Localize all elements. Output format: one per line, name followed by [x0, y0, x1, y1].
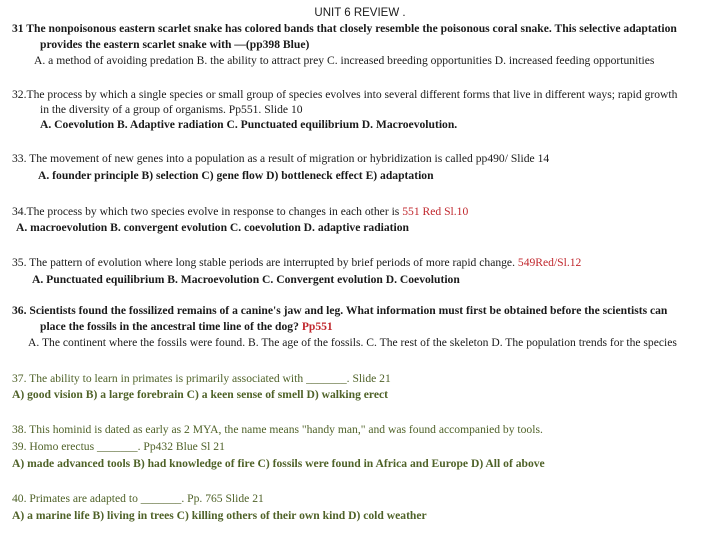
q39-line1: 39. Homo erectus _______. Pp432 Blue Sl 21	[12, 440, 225, 453]
q36-line2-wrap	[40, 320, 333, 334]
q35-answers: A. Punctuated equilibrium B. Macroevolution C. Convergent evolution D. Coevolution	[32, 273, 460, 286]
q31-answers: A. a method of avoiding predation B. the ability to attract prey C. increased breeding opportunities D. increased feeding opportunities	[34, 54, 655, 67]
q36-line1: 36. Scientists found the fossilized remains of a canine's jaw and leg. What information must first be obtained before the scientists can	[12, 304, 668, 317]
q33-answers: A. founder principle B) selection C) gene flow D) bottleneck effect E) adaptation	[38, 169, 434, 182]
q33-line1: 33. The movement of new genes into a population as a result of migration or hybridization is called pp490/ Slide 14	[12, 152, 550, 165]
q34-answers: A. macroevolution B. convergent evolution C. coevolution D. adaptive radiation	[16, 221, 409, 234]
q32-answers: A. Coevolution B. Adaptive radiation C. Punctuated equilibrium D. Macroevolution.	[40, 118, 458, 131]
q39-answers: A) made advanced tools B) had knowledge of fire C) fossils were found in Africa and Europe D) All of above	[12, 457, 545, 470]
q34-line1	[12, 205, 468, 219]
q32-line1: 32.The process by which a single species or small group of species evolves into several different forms that live in different ways; rapid growth	[12, 88, 678, 101]
q36-ref: Pp551	[301, 320, 333, 333]
q31-line1: 31 The nonpoisonous eastern scarlet snake has colored bands that closely resemble the poisonous coral snake. This selective adaptation	[12, 22, 677, 35]
q37-answers: A) good vision B) a large forebrain C) a keen sense of smell D) walking erect	[12, 388, 389, 401]
q34-ref: 551 Red Sl.10	[402, 205, 469, 218]
q37-line1: 37. The ability to learn in primates is primarily associated with _______. Slide 21	[12, 372, 391, 385]
q40-answers: A) a marine life B) living in trees C) killing others of their own kind D) cold weather	[12, 509, 427, 522]
q36-answers: A. The continent where the fossils were found. B. The age of the fossils. C. The rest of the skeleton D. The population trends for the species	[28, 336, 677, 349]
q35-ref: 549Red/Sl.12	[517, 256, 582, 269]
q38-line1: 38. This hominid is dated as early as 2 MYA, the name means "handy man," and was found accompanied by tools.	[12, 423, 543, 436]
q35-text: 35. The pattern of evolution where long stable periods are interrupted by brief periods of more rapid change.	[12, 256, 515, 269]
q40-line1: 40. Primates are adapted to _______. Pp. 765 Slide 21	[12, 492, 264, 505]
q34-text: 34.The process by which two species evolve in response to changes in each other is	[12, 205, 400, 218]
page-title: UNIT 6 REVIEW .	[314, 7, 406, 19]
q36-text: place the fossils in the ancestral time line of the dog?	[40, 320, 299, 333]
q35-line1	[12, 256, 581, 270]
q31-line2: provides the eastern scarlet snake with —(pp398 Blue)	[40, 38, 310, 51]
q32-line2: in the diversity of a group of organisms. Pp551. Slide 10	[40, 103, 303, 116]
